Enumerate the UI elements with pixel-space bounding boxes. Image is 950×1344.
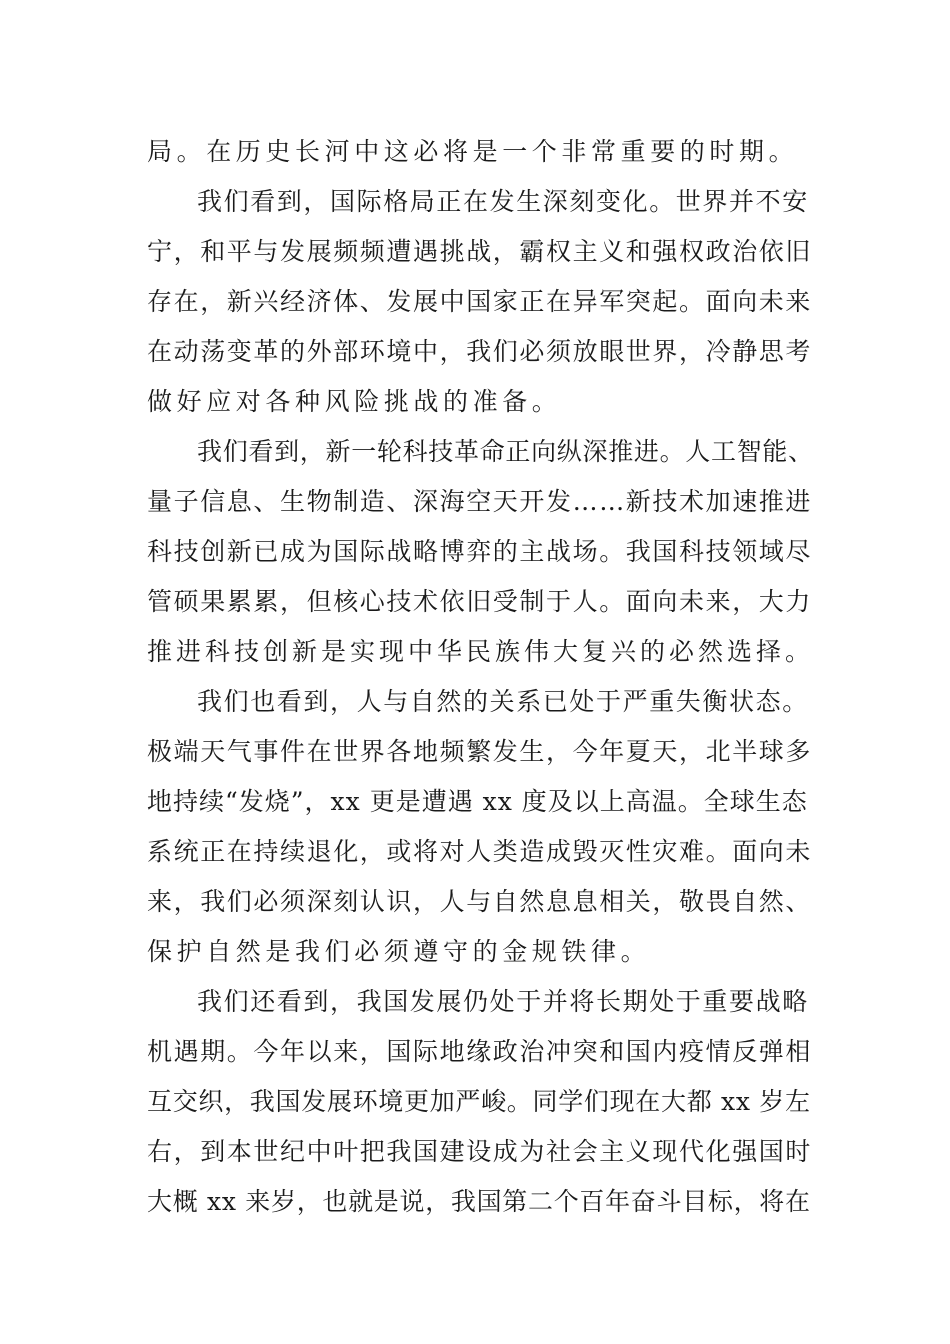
text-line-5: 在动荡变革的外部环境中，我们必须放眼世界，冷静思考: [147, 337, 813, 366]
text-line-17: 保护自然是我们必须遵守的金规铁律。: [147, 937, 651, 966]
text-line-14: 地持续“发烧”，xx 更是遭遇 xx 度及以上高温。全球生态: [147, 787, 808, 816]
text-line-16: 来，我们必须深刻认识，人与自然息息相关，敬畏自然、: [147, 887, 813, 916]
text-line-22: 大概 xx 来岁，也就是说，我国第二个百年奋斗目标，将在: [147, 1187, 811, 1216]
text-line-13: 极端天气事件在世界各地频繁发生，今年夏天，北半球多: [147, 737, 813, 766]
text-line-12: 我们也看到，人与自然的关系已处于严重失衡状态。: [197, 687, 809, 716]
text-line-20: 互交织，我国发展环境更加严峻。同学们现在大都 xx 岁左: [147, 1087, 811, 1116]
text-line-7: 我们看到，新一轮科技革命正向纵深推进。人工智能、: [197, 437, 814, 466]
text-line-2: 我们看到，国际格局正在发生深刻变化。世界并不安: [197, 187, 809, 216]
text-line-10: 管硕果累累，但核心技术依旧受制于人。面向未来，大力: [147, 587, 813, 616]
text-line-9: 科技创新已成为国际战略博弈的主战场。我国科技领域尽: [147, 537, 813, 566]
text-line-8: 量子信息、生物制造、深海空天开发……新技术加速推进: [147, 487, 813, 516]
text-line-21: 右，到本世纪中叶把我国建设成为社会主义现代化强国时: [147, 1137, 813, 1166]
text-line-15: 系统正在持续退化，或将对人类造成毁灭性灾难。面向未: [147, 837, 813, 866]
text-line-1: 局。在历史长河中这必将是一个非常重要的时期。: [147, 137, 799, 166]
text-line-6: 做好应对各种风险挑战的准备。: [147, 387, 562, 416]
text-line-11: 推进科技创新是实现中华民族伟大复兴的必然选择。: [147, 637, 815, 666]
text-line-4: 存在，新兴经济体、发展中国家正在异军突起。面向未来: [147, 287, 813, 316]
text-line-3: 宁，和平与发展频频遭遇挑战，霸权主义和强权政治依旧: [147, 237, 813, 266]
text-line-19: 机遇期。今年以来，国际地缘政治冲突和国内疫情反弹相: [147, 1037, 813, 1066]
text-line-18: 我们还看到，我国发展仍处于并将长期处于重要战略: [197, 987, 809, 1016]
